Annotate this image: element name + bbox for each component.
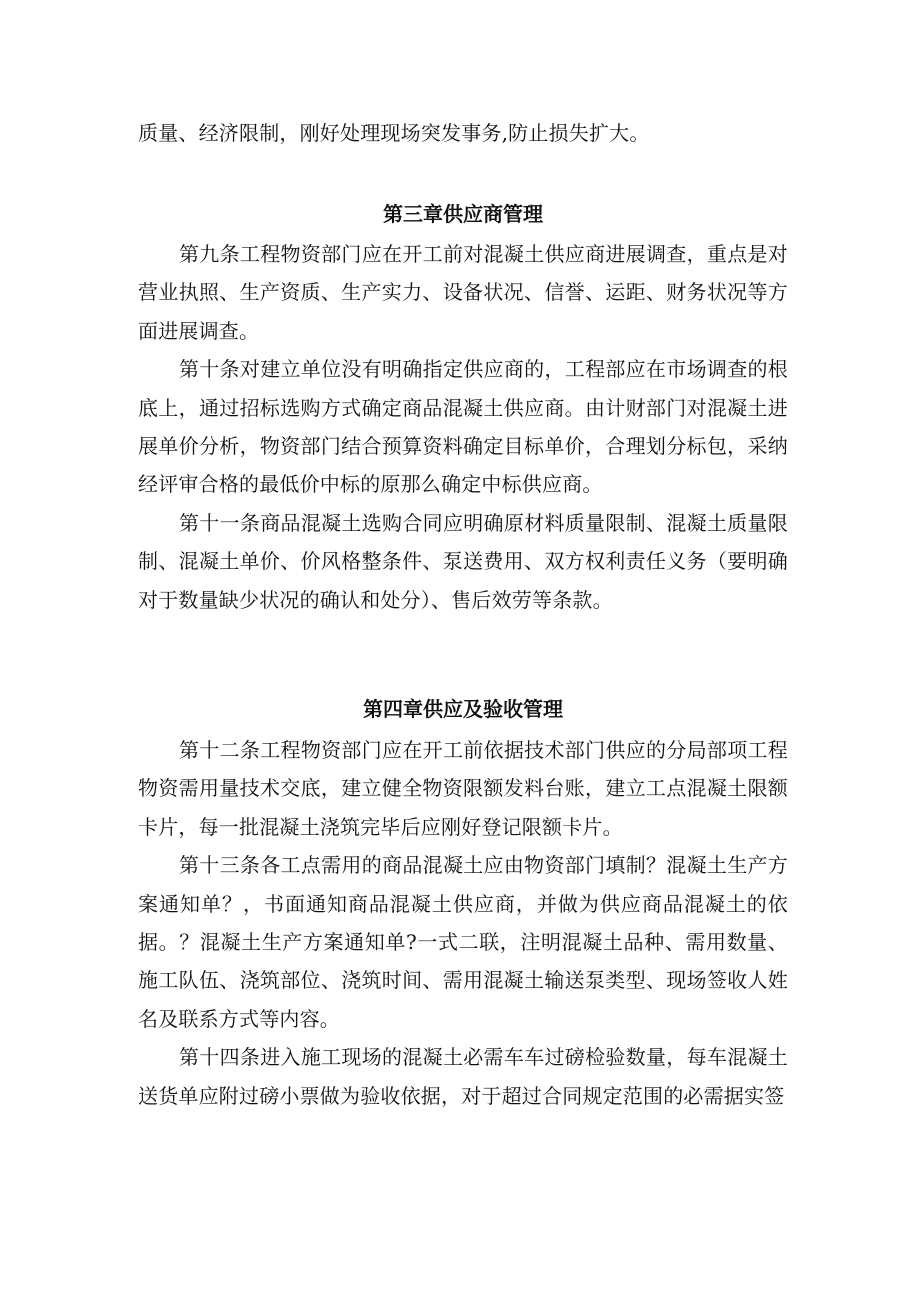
chapter-4-heading: 第四章供应及验收管理 — [363, 697, 563, 721]
article-14-paragraph: 第十四条进入施工现场的混凝土必需车车过磅检验数量，每车混凝土送货单应附过磅小票做为验收依据，对于超过合同规定范围的必需据实签 — [138, 1045, 788, 1108]
chapter-3-body — [138, 235, 788, 619]
continuation-text-block — [138, 114, 788, 152]
continuation-paragraph: 质量、经济限制，刚好处理现场突发事务,防止损失扩大。 — [138, 121, 650, 145]
chapter-4-body — [138, 731, 788, 1115]
chapter-3-heading: 第三章供应商管理 — [383, 202, 543, 226]
article-10-paragraph: 第十条对建立单位没有明确指定供应商的，工程部应在市场调查的根底上，通过招标选购方式确定商品混凝土供应商。由计财部门对混凝土进展单价分析，物资部门结合预算资料确定目标单价，合理划分标包，采纳经评审合格的最低价中标的原那么确定中标供应商。 — [138, 357, 788, 497]
article-11-paragraph: 第十一条商品混凝土选购合同应明确原材料质量限制、混凝土质量限制、混凝土单价、价风格整条件、泵送费用、双方权利责任义务（要明确对于数量缺少状况的确认和处分）、售后效劳等条款。 — [138, 510, 788, 612]
article-13-paragraph: 第十三条各工点需用的商品混凝土应由物资部门填制？混凝土生产方案通知单？，书面通知商品混凝土供应商，并做为供应商品混凝土的依据。？混凝土生产方案通知单?一式二联，注明混凝土品种、需用数量、施工队伍、浇筑部位、浇筑时间、需用混凝土输送泵类型、现场签收人姓名及联系方式等内容。 — [138, 853, 788, 1031]
article-12-paragraph: 第十二条工程物资部门应在开工前依据技术部门供应的分局部项工程物资需用量技术交底，建立健全物资限额发料台账，建立工点混凝土限额卡片，每一批混凝土浇筑完毕后应刚好登记限额卡片。 — [138, 738, 788, 839]
article-9-paragraph: 第九条工程物资部门应在开工前对混凝土供应商进展调查，重点是对营业执照、生产资质、生产实力、设备状况、信誉、运距、财务状况等方面进展调查。 — [138, 242, 788, 343]
